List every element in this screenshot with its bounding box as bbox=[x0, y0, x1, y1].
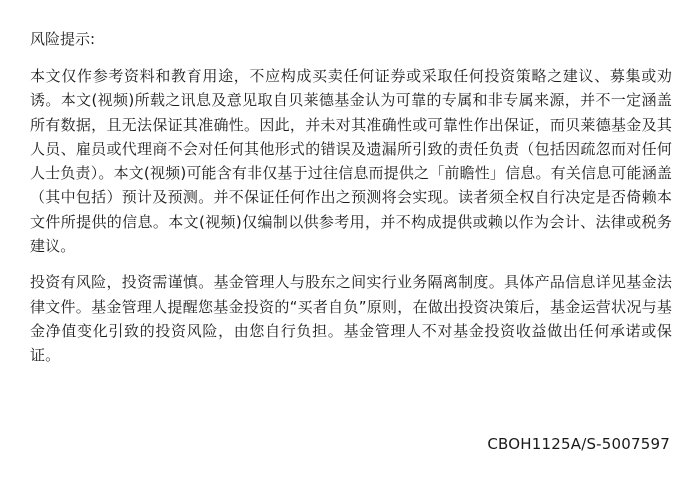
document-title: 风险提示: bbox=[30, 30, 96, 48]
disclaimer-paragraph: 本文仅作参考资料和教育用途，不应构成买卖任何证券或采取任何投资策略之建议、募集或劝诱。本文(视频)所载之讯息及意见取自贝莱德基金认为可靠的专属和非专属来源，并不一定涵盖所有数据，且无法保证其准确性。因此，并未对其准确性或可靠性作出保证，而贝莱德基金及其人员、雇员或代理商不会对任何其他形式的错误及遗漏所引致的责任负责（包括因疏忽而对任何人士负责）。本文(视频)可能含有非仅基于过往信息而提供之「前瞻性」信息。有关信息可能涵盖（其中包括）预计及预测。并不保证任何作出之预测将会实现。读者须全权自行决定是否倚赖本文件所提供的信息。本文(视频)仅编制以供参考用，并不构成提供或赖以作为会计、法律或税务建议。 bbox=[30, 67, 672, 256]
investment-risk-paragraph: 投资有风险，投资需谨慎。基金管理人与股东之间实行业务隔离制度。具体产品信息详见基金法律文件。基金管理人提醒您基金投资的“买者自负”原则，在做出投资决策后，基金运营状况与基金净值变化引致的投资风险，由您自行负担。基金管理人不对基金投资收益做出任何承诺或保证。 bbox=[30, 273, 672, 365]
reference-code: CBOH1125A/S-5007597 bbox=[487, 435, 670, 453]
risk-disclosure-document bbox=[30, 28, 672, 368]
